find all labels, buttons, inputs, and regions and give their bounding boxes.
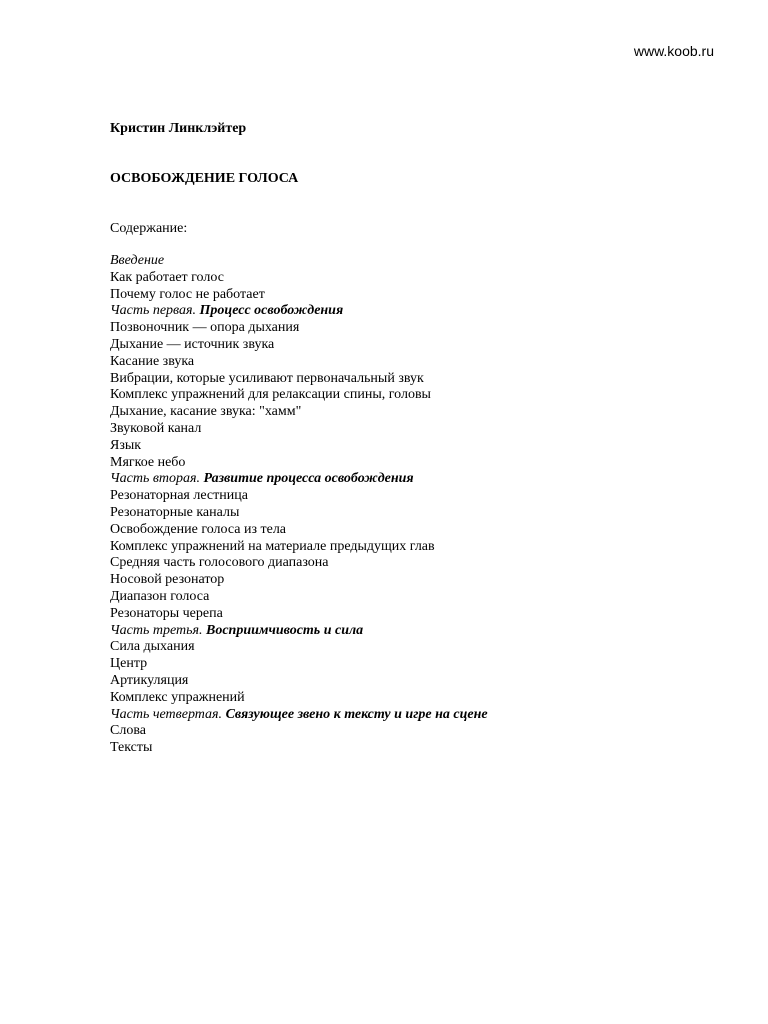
toc-item: Диапазон голоса bbox=[110, 588, 210, 604]
toc-item: Как работает голос bbox=[110, 269, 224, 285]
toc-item: Позвоночник — опора дыхания bbox=[110, 320, 300, 336]
toc-part-label: Часть первая. bbox=[110, 303, 197, 319]
toc-item: Сила дыхания bbox=[110, 639, 195, 655]
toc-item: Комплекс упражнений bbox=[110, 689, 245, 705]
toc-item: Почему голос не работает bbox=[110, 286, 265, 302]
toc-item: Освобождение голоса из тела bbox=[110, 521, 287, 537]
toc-part-label: Часть третья. bbox=[110, 622, 203, 638]
site-url: www.koob.ru bbox=[633, 43, 714, 59]
book-title: ОСВОБОЖДЕНИЕ ГОЛОСА bbox=[110, 171, 299, 186]
toc-item: Тексты bbox=[110, 740, 153, 756]
toc-item: Касание звука bbox=[110, 353, 195, 369]
toc-item: Центр bbox=[110, 656, 148, 672]
toc-part-heading bbox=[110, 623, 488, 640]
author-name: Кристин Линклэйтер bbox=[110, 121, 247, 136]
toc-part-heading bbox=[110, 253, 488, 270]
contents-label: Содержание: bbox=[110, 221, 188, 236]
toc-item: Дыхание, касание звука: "хамм" bbox=[110, 404, 302, 420]
toc-item: Резонаторы черепа bbox=[110, 605, 223, 621]
toc-part-heading bbox=[110, 471, 488, 488]
toc-item: Комплекс упражнений на материале предыдущих глав bbox=[110, 538, 435, 554]
toc-item: Звуковой канал bbox=[110, 420, 202, 436]
toc-part-heading bbox=[110, 303, 488, 320]
toc-part-title: Связующее звено к тексту и игре на сцене bbox=[225, 706, 488, 722]
toc-part-heading bbox=[110, 707, 488, 724]
toc-item: Резонаторная лестница bbox=[110, 488, 248, 504]
toc-item: Комплекс упражнений для релаксации спины, головы bbox=[110, 387, 431, 403]
toc-item: Артикуляция bbox=[110, 672, 189, 688]
toc-part-title: Развитие процесса освобождения bbox=[203, 471, 414, 487]
toc-part-title: Восприимчивость и сила bbox=[205, 622, 364, 638]
toc-item: Дыхание — источник звука bbox=[110, 336, 275, 352]
toc-item: Резонаторные каналы bbox=[110, 504, 240, 520]
toc-item: Слова bbox=[110, 723, 146, 739]
table-of-contents bbox=[110, 253, 488, 757]
toc-item: Носовой резонатор bbox=[110, 572, 225, 588]
toc-part-title: Процесс освобождения bbox=[199, 303, 344, 319]
toc-item: Средняя часть голосового диапазона bbox=[110, 555, 329, 571]
toc-part-label: Часть четвертая. bbox=[110, 706, 223, 722]
toc-part-label: Введение bbox=[110, 253, 165, 268]
toc-item: Мягкое небо bbox=[110, 454, 186, 470]
toc-item: Вибрации, которые усиливают первоначальный звук bbox=[110, 370, 424, 386]
toc-part-label: Часть вторая. bbox=[110, 471, 201, 487]
toc-item: Язык bbox=[110, 437, 142, 453]
